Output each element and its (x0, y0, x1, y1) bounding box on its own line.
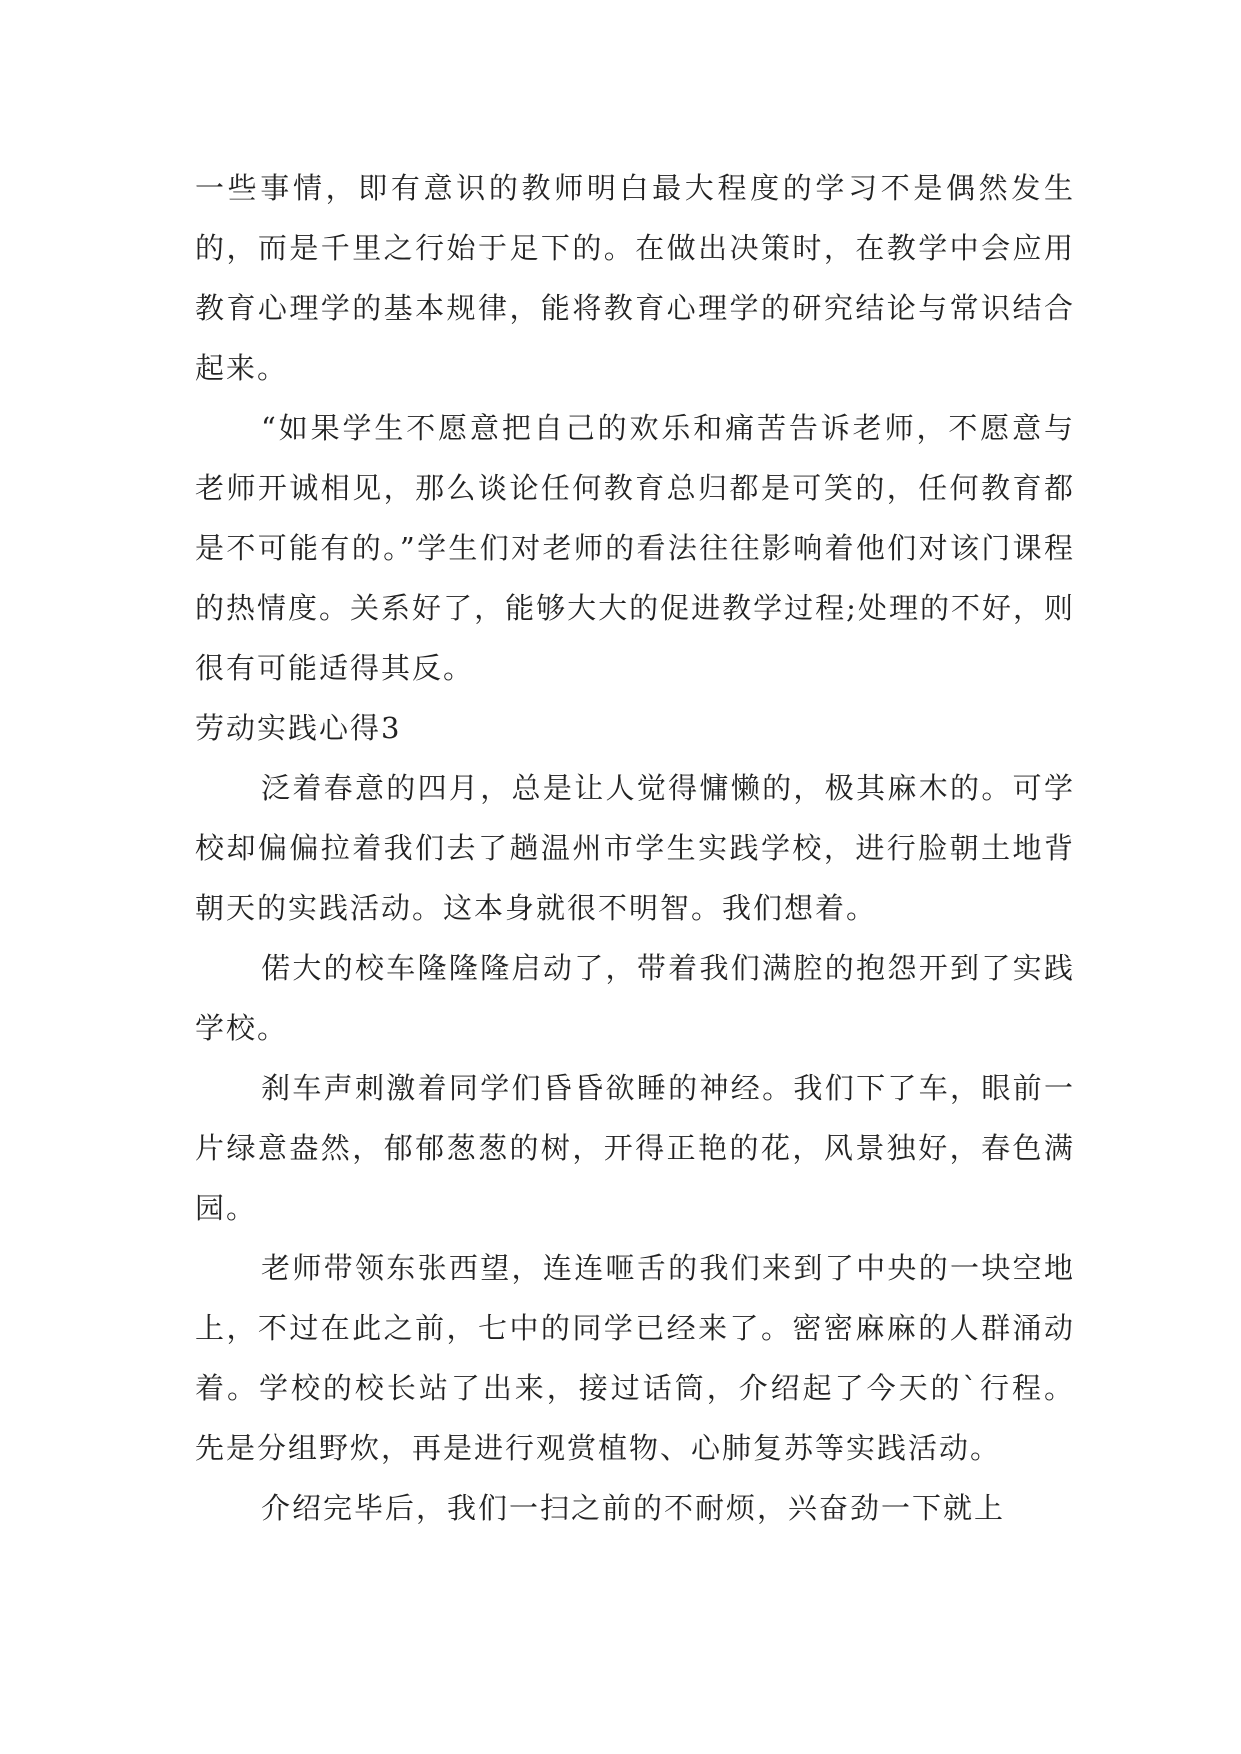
document-body (195, 158, 1075, 1538)
paragraph: “如果学生不愿意把自己的欢乐和痛苦告诉老师，不愿意与老师开诚相见，那么谈论任何教育总归都是可笑的，任何教育都是不可能有的。”学生们对老师的看法往往影响着他们对该门课程的热情度。关系好了，能够大大的促进教学过程;处理的不好，则很有可能适得其反。 (195, 411, 1075, 685)
paragraph: 一些事情，即有意识的教师明白最大程度的学习不是偶然发生的，而是千里之行始于足下的。在做出决策时，在教学中会应用教育心理学的基本规律，能将教育心理学的研究结论与常识结合起来。 (195, 171, 1075, 385)
paragraph: 刹车声刺激着同学们昏昏欲睡的神经。我们下了车，眼前一片绿意盎然，郁郁葱葱的树，开得正艳的花，风景独好，春色满园。 (195, 1071, 1075, 1225)
paragraph: 偌大的校车隆隆隆启动了，带着我们满腔的抱怨开到了实践学校。 (195, 951, 1075, 1045)
paragraph: 老师带领东张西望，连连咂舌的我们来到了中央的一块空地上，不过在此之前，七中的同学已经来了。密密麻麻的人群涌动着。学校的校长站了出来，接过话筒，介绍起了今天的`行程。先是分组野炊，再是进行观赏植物、心肺复苏等实践活动。 (195, 1251, 1075, 1465)
section-heading: 劳动实践心得3 (195, 711, 402, 745)
paragraph: 泛着春意的四月，总是让人觉得慵懒的，极其麻木的。可学校却偏偏拉着我们去了趟温州市学生实践学校，进行脸朝土地背朝天的实践活动。这本身就很不明智。我们想着。 (195, 771, 1075, 925)
paragraph: 介绍完毕后，我们一扫之前的不耐烦，兴奋劲一下就上 (261, 1491, 1006, 1525)
